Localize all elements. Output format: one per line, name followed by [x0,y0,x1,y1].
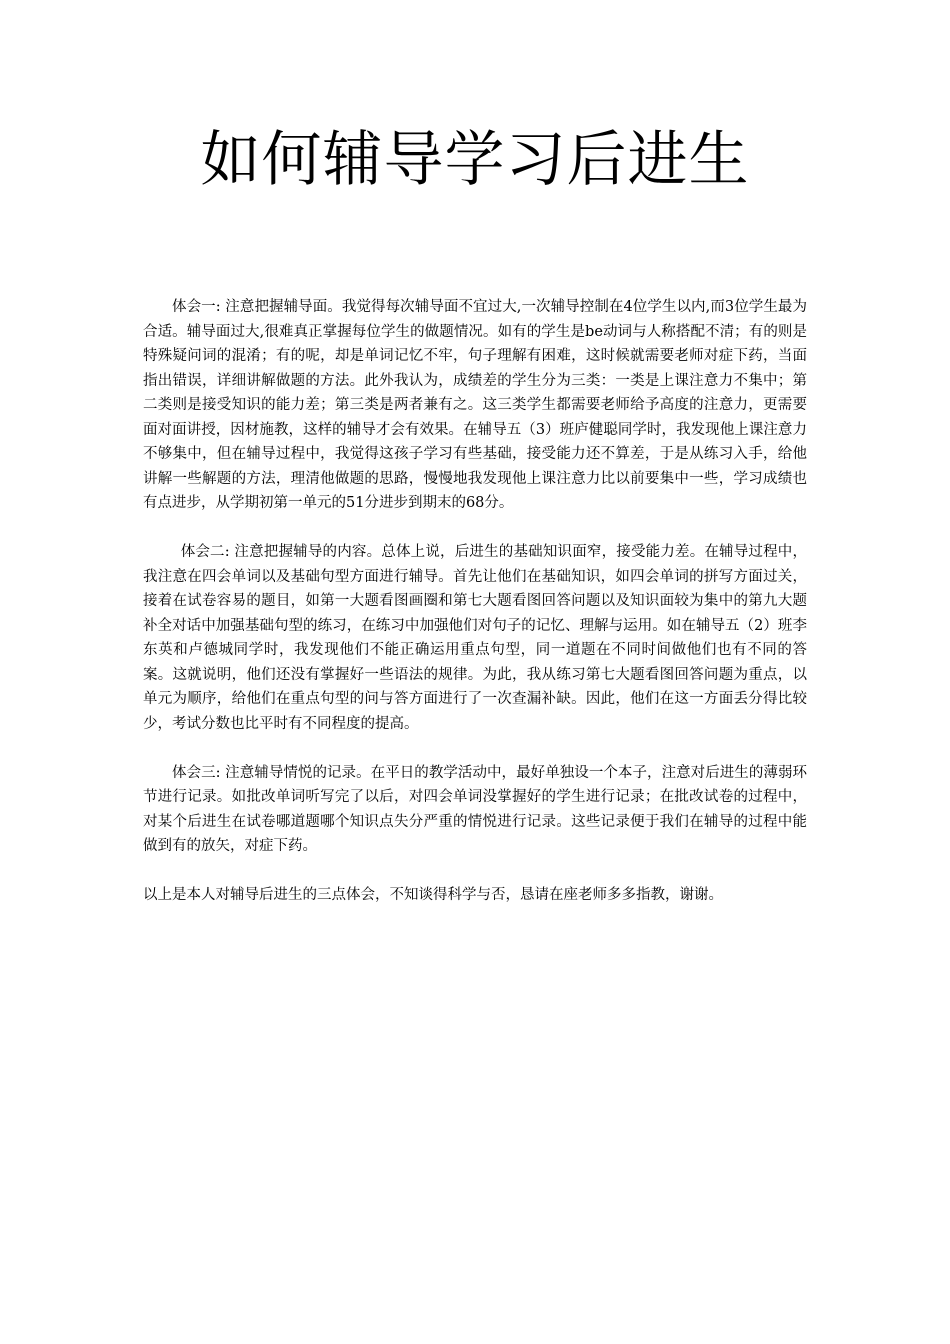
paragraph-spacer [143,516,807,541]
paragraph-1: 体会一: 注意把握辅导面。我觉得每次辅导面不宜过大,一次辅导控制在4位学生以内,而3位学生最为合适。辅导面过大,很难真正掌握每位学生的做题情况。如有的学生是be动词与人称搭配不清；有的则是特殊疑问词的混淆；有的呢，却是单词记忆不牢，句子理解有困难，这时候就需要老师对症下药，当面指出错误，详细讲解做题的方法。此外我认为，成绩差的学生分为三类：一类是上课注意力不集中；第二类则是接受知识的能力差；第三类是两者兼有之。这三类学生都需要老师给予高度的注意力，更需要面对面讲授，因材施教，这样的辅导才会有效果。在辅导五（3）班庐健聪同学时，我发现他上课注意力不够集中，但在辅导过程中，我觉得这孩子学习有些基础，接受能力还不算差，于是从练习入手，给他讲解一些解题的方法，理清他做题的思路，慢慢地我发现他上课注意力比以前要集中一些，学习成绩也有点进步，从学期初第一单元的51分进步到期末的68分。 [143,299,807,511]
paragraph-4: 以上是本人对辅导后进生的三点体会，不知谈得科学与否，恳请在座老师多多指教，谢谢。 [143,887,723,903]
paragraph-spacer [143,859,807,884]
paragraph-spacer [143,736,807,761]
document-body [143,295,807,908]
page-title: 如何辅导学习后进生 [200,125,750,195]
paragraph-2: 体会二: 注意把握辅导的内容。总体上说，后进生的基础知识面窄，接受能力差。在辅导过程中，我注意在四会单词以及基础句型方面进行辅导。首先让他们在基础知识，如四会单词的拼写方面过关，接着在试卷容易的题目，如第一大题看图画圈和第七大题看图回答问题以及知识面较为集中的第九大题补全对话中加强基础句型的练习，在练习中加强他们对句子的记忆、理解与运用。如在辅导五（2）班李东英和卢德城同学时，我发现他们不能正确运用重点句型，同一道题在不同时间做他们也有不同的答案。这就说明，他们还没有掌握好一些语法的规律。为此，我从练习第七大题看图回答问题为重点，以单元为顺序，给他们在重点句型的问与答方面进行了一次查漏补缺。因此，他们在这一方面丢分得比较少，考试分数也比平时有不同程度的提高。 [143,544,807,732]
paragraph-3: 体会三: 注意辅导情悦的记录。在平日的教学活动中，最好单独设一个本子，注意对后进生的薄弱环节进行记录。如批改单词听写完了以后，对四会单词没掌握好的学生进行记录；在批改试卷的过程中，对某个后进生在试卷哪道题哪个知识点失分严重的情悦进行记录。这些记录便于我们在辅导的过程中能做到有的放矢，对症下药。 [143,764,807,854]
